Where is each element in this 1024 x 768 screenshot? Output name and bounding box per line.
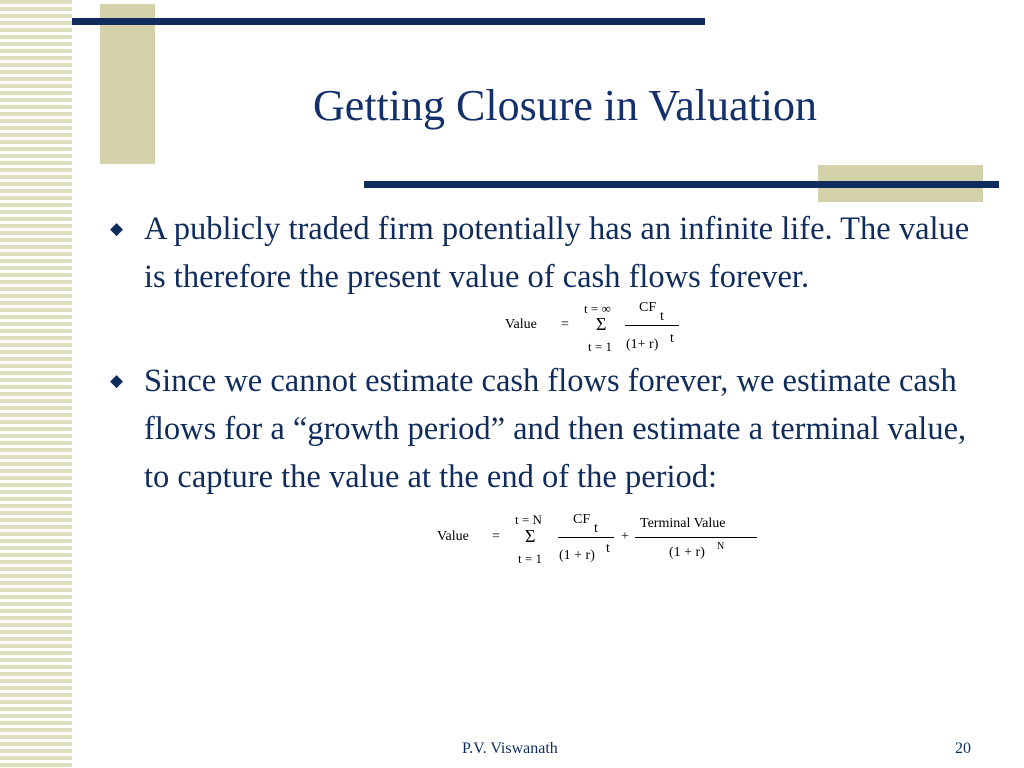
slide-title: Getting Closure in Valuation bbox=[313, 81, 817, 130]
sum-lower-limit: t = 1 bbox=[518, 551, 542, 566]
denominator: (1+ r) bbox=[626, 337, 659, 352]
sum-lower-limit: t = 1 bbox=[588, 339, 612, 354]
formula-equals: = bbox=[561, 317, 569, 332]
terminal-value-numerator: Terminal Value bbox=[640, 516, 726, 531]
formula-lhs: Value bbox=[505, 317, 537, 332]
fraction-bar bbox=[625, 325, 679, 326]
diamond-bullet-icon: ◆ bbox=[110, 371, 124, 390]
sigma-symbol: Σ bbox=[525, 526, 536, 546]
plus-sign: + bbox=[621, 529, 629, 544]
striped-margin-decoration bbox=[0, 0, 72, 768]
denominator: (1 + r) bbox=[559, 548, 595, 563]
terminal-fraction-bar bbox=[635, 537, 757, 538]
formula-equals: = bbox=[492, 529, 500, 544]
numerator: CF bbox=[573, 512, 591, 527]
denominator-superscript: t bbox=[670, 331, 674, 346]
footer-page-number: 20 bbox=[955, 740, 971, 757]
navy-rule-top bbox=[72, 18, 705, 25]
tan-block-top bbox=[100, 4, 155, 164]
navy-rule-middle bbox=[364, 181, 999, 188]
bullet-item bbox=[110, 205, 980, 301]
fraction-bar bbox=[558, 537, 614, 538]
numerator: CF bbox=[639, 300, 657, 315]
formula-present-value bbox=[505, 298, 685, 358]
numerator-subscript: t bbox=[660, 309, 664, 324]
bullet-text: A publicly traded firm potentially has an infinite life. The value is therefore the present value of cash flows forever. bbox=[144, 211, 970, 295]
bullet-item bbox=[110, 357, 980, 501]
formula-terminal-value bbox=[437, 510, 767, 570]
terminal-value-superscript: N bbox=[717, 541, 725, 552]
sum-upper-limit: t = ∞ bbox=[584, 301, 611, 316]
bullet-text: Since we cannot estimate cash flows forever, we estimate cash flows for a “growth period” and then estimate a terminal value, to capture the value at the end of the period: bbox=[144, 363, 967, 495]
diamond-bullet-icon: ◆ bbox=[110, 219, 124, 238]
sum-upper-limit: t = N bbox=[515, 512, 542, 527]
footer-author: P.V. Viswanath bbox=[462, 740, 558, 757]
sigma-symbol: Σ bbox=[596, 314, 607, 334]
denominator-superscript: t bbox=[606, 541, 610, 556]
formula-lhs: Value bbox=[437, 529, 469, 544]
numerator-subscript: t bbox=[594, 521, 598, 536]
terminal-value-denominator: (1 + r) bbox=[669, 545, 705, 560]
